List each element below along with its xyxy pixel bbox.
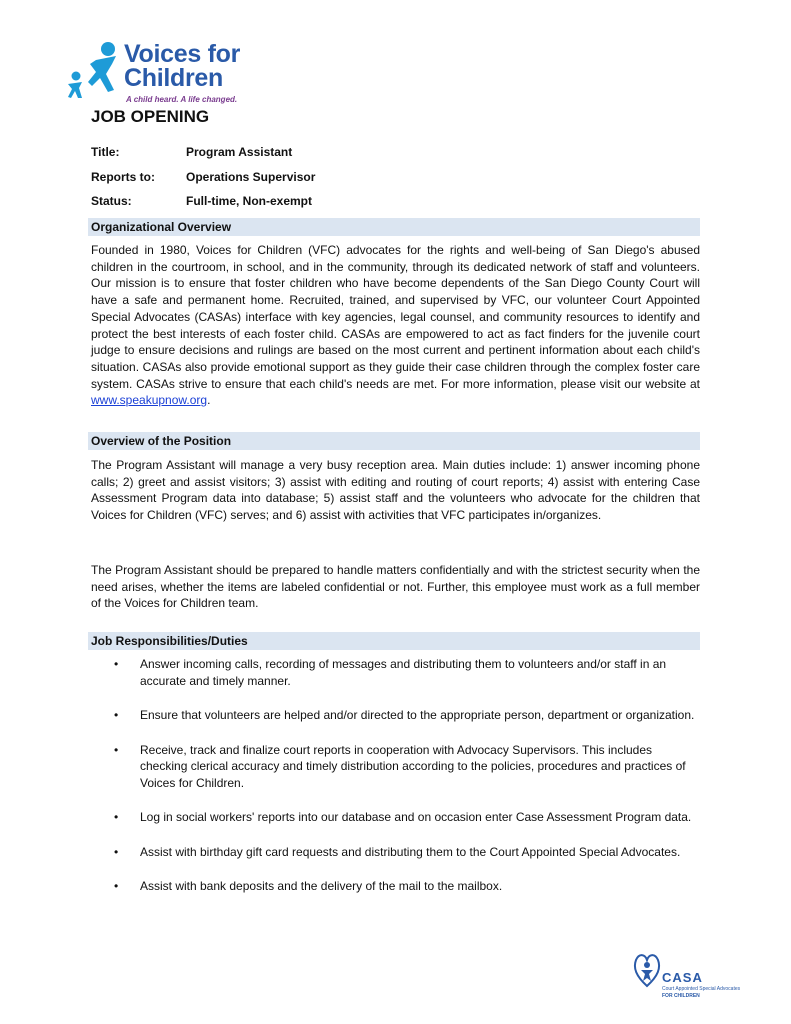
meta-title-row	[91, 145, 292, 159]
position-overview-text-2: The Program Assistant should be prepared to handle matters confidentially and with the strictest security when the need arises, whether the items are labeled confidential or not. Further, this employee must work as a full member of the Voices for Children team.	[91, 563, 700, 611]
bullet: •	[114, 844, 119, 859]
meta-reports-row	[91, 170, 315, 184]
casa-wordmark: CASA	[662, 970, 703, 985]
meta-value: Full-time, Non-exempt	[186, 194, 313, 208]
duty-text: Assist with bank deposits and the delivery of the mail to the mailbox.	[140, 879, 503, 893]
duty-text: Answer incoming calls, recording of messages and distributing them to volunteers and/or staff in an accurate and timely manner.	[140, 657, 667, 688]
logo-line-2: Children	[124, 64, 223, 92]
list-item	[112, 878, 700, 895]
logo-tagline: A child heard. A life changed.	[126, 95, 238, 104]
bullet: •	[114, 708, 119, 722]
duty-text: Ensure that volunteers are helped and/or directed to the appropriate person, department or organization.	[140, 708, 695, 722]
section-header-position-overview: Overview of the Position	[88, 432, 700, 450]
page-title: JOB OPENING	[91, 107, 210, 126]
bullet: •	[114, 657, 119, 671]
child-figures-icon	[62, 40, 124, 104]
bullet: •	[114, 742, 119, 757]
list-item	[112, 742, 700, 792]
website-link[interactable]: www.speakupnow.org	[91, 393, 208, 408]
section-header-duties: Job Responsibilities/Duties	[88, 632, 700, 650]
list-item	[112, 656, 700, 689]
meta-key: Status:	[91, 194, 132, 208]
voices-for-children-logo	[62, 40, 262, 110]
org-text: Founded in 1980, Voices for Children (VFC) advocates for the rights and well-being of San Diego's abused children in the courtroom, in school, and in the community, through its dedicated network of staff and volunteers. Our mission is to ensure that foster children who have become dependents of the San Diego County Court will have a safe and permanent home. Recruited, trained, and supervised by VFC, our volunteer Court Appointed Special Advocates (CASAs) interface with key agencies, legal counsel, and community resources to identify and protect the best interests of each foster child. CASAs are empowered to act as fact finders for the juvenile court judge to ensure decisions and rulings are based on the most current and pertinent information about each child's situation. CASAs also provide emotional support as they guide their case children through the complex foster care system. CASAs strive to ensure that each child's needs are met. For more information, please visit our website at	[91, 243, 700, 391]
section-header-organizational-overview: Organizational Overview	[88, 218, 700, 236]
list-item	[112, 707, 700, 724]
casa-subtitle-2: FOR CHILDREN	[662, 993, 700, 999]
duty-text: Log in social workers' reports into our database and on occasion enter Case Assessment Program data.	[140, 810, 692, 824]
list-item	[112, 809, 700, 826]
meta-value: Operations Supervisor	[186, 170, 316, 184]
meta-key: Reports to:	[91, 170, 155, 184]
duty-text: Receive, track and finalize court reports in cooperation with Advocacy Supervisors. This includes checking clerical accuracy and timely distribution according to the policies, procedures and practices of Voices for Children.	[140, 742, 686, 790]
meta-key: Title:	[91, 145, 120, 159]
heart-figure-icon	[632, 950, 662, 990]
bullet: •	[114, 810, 119, 824]
casa-subtitle: Court Appointed Special Advocates	[662, 986, 741, 992]
meta-status-row	[91, 194, 312, 208]
bullet: •	[114, 879, 119, 893]
duty-text: Assist with birthday gift card requests and distributing them to the Court Appointed Special Advocates.	[140, 844, 681, 859]
list-item	[112, 844, 700, 861]
position-overview-text-1: The Program Assistant will manage a very busy reception area. Main duties include: 1) answer incoming phone calls; 2) greet and assist visitors; 3) assist with editing and routing of court reports; 4) assist with entering Case Assessment Program data into database; 5) assist staff and the volunteers who advocate for the children that Voices for Children (VFC) serves; and 6) assist with activities that VFC participates in/organizes.	[91, 458, 700, 523]
organizational-overview-text	[91, 242, 700, 409]
duties-list	[112, 656, 712, 913]
casa-logo	[632, 950, 742, 1010]
meta-value: Program Assistant	[186, 145, 293, 159]
org-end: .	[207, 393, 211, 408]
logo-line-1: Voices for	[124, 40, 241, 68]
